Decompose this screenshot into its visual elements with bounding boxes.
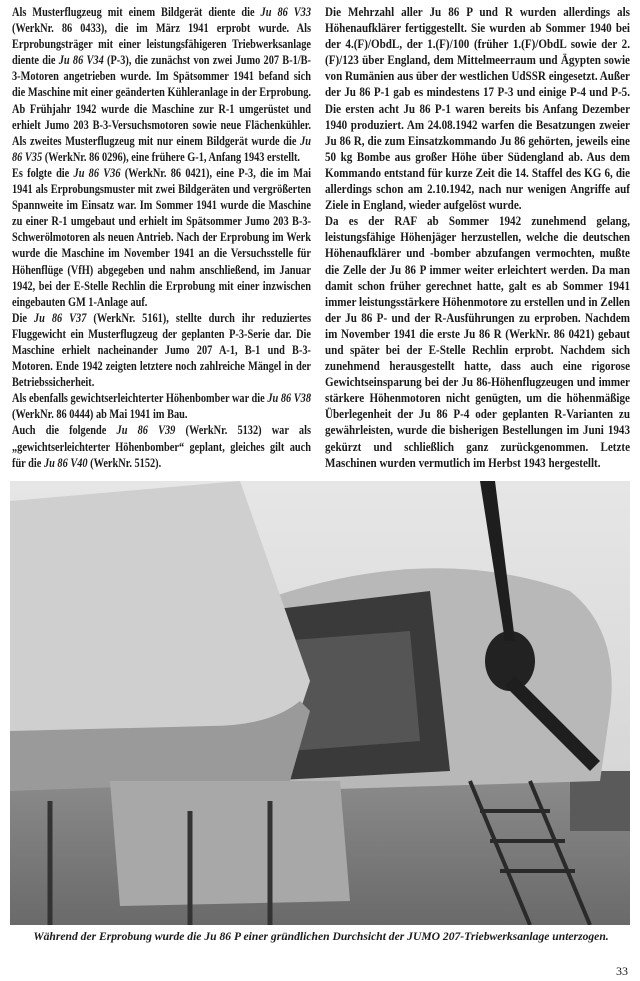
text-segment: Als ebenfalls gewichtserleichterter Höhenbomber war die: [12, 391, 268, 406]
text-segment: Als Musterflugzeug mit einem Bildgerät diente die: [12, 5, 261, 19]
page-number: 33: [616, 964, 628, 978]
aircraft-designation: Ju 86 V35: [12, 133, 311, 164]
text-segment: (WerkNr. 86 0433), die im März 1941 erprobt wurde. Als Erprobungsträger mit einer leistungsfähigeren Triebwerksanlage diente die: [12, 21, 311, 68]
right-text-column: [325, 4, 630, 471]
text-segment: Die Mehrzahl aller Ju 86 P und R wurden allerdings als Höhenaufklärer fertiggestellt. Sie wurden ab Sommer 1940 bei der 4.(F)/ObdL, der 1.(F)/100 (früher 1.(F)/ObdL sowie der 2.(F)/123 über England, dem Mittelmeerraum und Ägypten sowie von Rumänien aus über der westlichen UdSSR eingesetzt. Außer der Ju 86 P-1 gab es mindestens 17 P-3 und einige P-4 und P-5. Die ersten acht Ju 86 P-1 waren bereits bis Anfang Dezember 1940 produziert. Am 24.08.1942 warfen die Besatzungen zweier Ju 86 R, die zum Einsatzkommando Ju 86 gehörten, jeweils eine 50 kg Bombe aus großer Höhe über Südengland ab. Aus dem Kommando entstand für kurze Zeit die 14. Staffel des KG 6, die allerdings schon am 2.10.1942, nach nur wenigen Angriffe auf Ziele in England, wieder aufgelöst wurde.: [325, 5, 630, 213]
paragraph: [12, 390, 311, 422]
text-segment: (WerkNr. 86 0421), eine P-3, die im Mai 1941 als Erprobungsmuster mit zwei Bildgeräten und vergrößerten Spannweite im Einsatz war. Im Sommer 1941 wurde die Maschine zu einer R-1 umgebaut und erhielt im Spätsommer Jumo 203 B-3-Schwerölmotoren als neuen Antrieb. Nach der Erprobung im Werk wurde die Maschine im November 1941 an die Versuchsstelle für Höhenflüge (VfH) abgegeben und nahm anschließend, im Januar 1942, bei der E-Stelle Rechlin die Erprobung mit einer inzwischen eingebauten GM 1-Anlage auf.: [12, 165, 312, 309]
paragraph: [12, 4, 311, 165]
aircraft-designation: Ju 86 V40: [43, 455, 88, 470]
text-segment: (WerkNr. 5132) war als „gewichtserleichterter Höhenbomber“ geplant, gleiches gilt auch für die: [12, 423, 311, 470]
paragraph: [12, 165, 311, 310]
text-segment: (WerkNr. 86 0296), eine frühere G-1, Anfang 1943 erstellt.: [42, 149, 300, 164]
paragraph: [325, 4, 630, 213]
paragraph: [12, 310, 311, 390]
aircraft-designation: Ju 86 V37: [33, 310, 87, 325]
aircraft-designation: Ju 86 V38: [267, 391, 312, 406]
aircraft-designation: Ju 86 V34: [58, 53, 104, 68]
paragraph: [325, 213, 630, 471]
aircraft-engine-photo: [10, 481, 630, 925]
photo-caption: Während der Erprobung wurde die Ju 86 P einer gründlichen Durchsicht der JUMO 207-Triebwerksanlage unterzogen.: [33, 930, 609, 943]
left-text-column: [12, 4, 311, 471]
paragraph: [12, 422, 311, 470]
aircraft-designation: Ju 86 V39: [116, 423, 176, 438]
text-segment: (WerkNr. 5161), stellte durch ihr reduziertes Fluggewicht ein Musterflugzeug der geplanten P-3-Serie dar. Die Maschine erhielt nacheinander Jumo 207 A-1, B-1 und B-3-Motoren. Ende 1942 zeigten letztere noch zahlreiche Mängel in der Betriebssicherheit.: [12, 310, 311, 390]
text-segment: Da es der RAF ab Sommer 1942 zunehmend gelang, leistungsfähige Höhenjäger herzustellen, welche die deutschen Höhenaufklärer und -bomber abzufangen vermochten, mußte die Zelle der Ju 86 P immer weiter erleichtert werden. Da man damit schon früher gerechnet hatte, galt es ab Sommer 1941 immer leistungsstärkere Höhenmotore zu erstellen und in Zellen der Ju 86 P- und der R-Ausführungen zu erproben. Nachdem im November 1941 die erste Ju 86 R (WerkNr. 86 0421) gebaut und später bei der E-Stelle Rechlin erprobt. Nachdem sich zunehmend herausgestellt hatte, dass auch eine rigorose Gewichtseinsparung bei der Ju 86-Höhenflugzeugen und immer stärkere Höhenmotoren nicht genügten, um die höhenmäßige Überlegenheit der Ju 86 P-4 oder geplanten R-Varianten zu gewährleisten, wurde die bisherigen Bestellungen im Juni 1943 gekürzt und schließlich ganz zurückgenommen. Letzte Maschinen wurden vermutlich im Herbst 1943 hergestellt.: [325, 214, 630, 470]
text-segment: (WerkNr. 5152).: [87, 455, 162, 470]
text-segment: (P-3), die zunächst von zwei Jumo 207 B-1/B-3-Motoren angetrieben wurde. Im Spätsommer 1941 befand sich die Maschine mit einer geänderten Kühleranlage in der Erprobung. Ab Frühjahr 1942 wurde die Maschine zur R-1 umgerüstet und erhielt Jumo 203 B-3-Versuchsmotoren sowie neue Flächenkühler. Als zweites Musterflugzeug mit nur einem Bildgerät wurde die: [12, 53, 312, 148]
text-segment: Es folgte die: [12, 165, 74, 180]
aircraft-designation: Ju 86 V33: [260, 5, 312, 19]
text-segment: (WerkNr. 86 0444) ab Mai 1941 im Bau.: [12, 407, 188, 422]
aircraft-designation: Ju 86 V36: [73, 165, 121, 180]
text-segment: Die: [12, 310, 34, 325]
text-segment: Auch die folgende: [12, 423, 117, 438]
